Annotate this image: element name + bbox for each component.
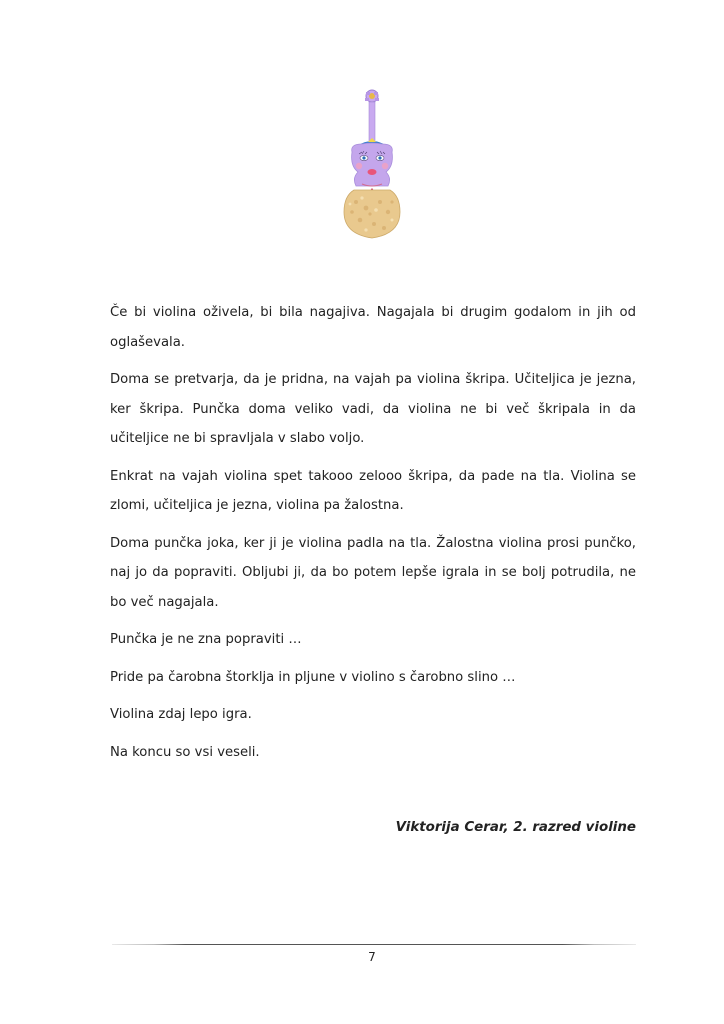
paragraph-6: Pride pa čarobna štorklja in pljune v violino s čarobno slino … — [110, 669, 516, 685]
paragraph-3: Enkrat na vajah violina spet takooo zelooo škripa, da pade na tla. Violina se zlomi, učiteljica je jezna, violina pa žalostna. — [110, 468, 636, 513]
footer-divider — [112, 944, 636, 945]
page-number: 7 — [368, 950, 376, 964]
paragraph-8: Na koncu so vsi veseli. — [110, 744, 260, 760]
story-text — [110, 298, 636, 775]
violin-character-icon — [322, 84, 422, 254]
paragraph-2: Doma se pretvarja, da je pridna, na vajah pa violina škripa. Učiteljica je jezna, ker škripa. Punčka doma veliko vadi, da violina ne bi več škripala in da učiteljice ne bi spravljala v slabo voljo. — [110, 372, 636, 446]
author-signature: Viktorija Cerar, 2. razred violine — [395, 820, 636, 835]
paragraph-4: Doma punčka joka, ker ji je violina padla na tla. Žalostna violina prosi punčko, naj jo da popraviti. Obljubi ji, da bo potem lepše igrala in se bolj potrudila, ne bo več nagajala. — [110, 535, 636, 610]
paragraph-1: Če bi violina oživela, bi bila nagajiva. Nagajala bi drugim godalom in jih od oglaševala. — [110, 305, 636, 350]
paragraph-7: Violina zdaj lepo igra. — [110, 707, 252, 722]
paragraph-5: Punčka je ne zna popraviti … — [110, 632, 302, 647]
